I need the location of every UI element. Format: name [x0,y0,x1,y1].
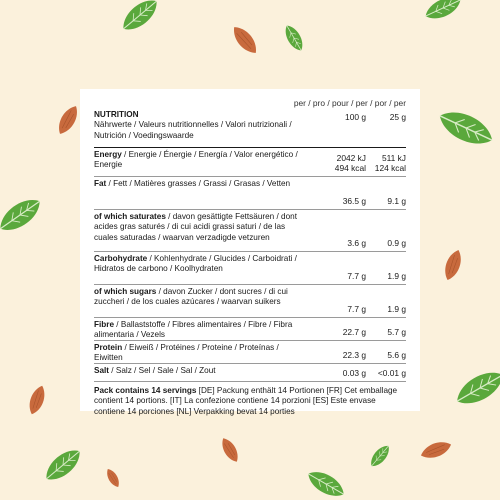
leaf-icon [422,0,464,24]
servings-bold: Pack contains 14 servings [94,386,197,395]
table-row [94,177,406,210]
value-25g: 9.1 g [387,196,406,206]
column-100g: 100 g [345,112,366,122]
nutrition-title: NUTRITION [94,110,139,119]
value-100g: 2042 kJ 494 kcal [334,153,366,173]
nutrient-translations: / Ballaststoffe / Fibres alimentaires / Fibre / Fibra alimentaria / Vezels [94,320,293,340]
value-25g: 5.6 g [387,350,406,360]
table-row [94,285,406,318]
value-100g: 22.3 g [342,350,366,360]
servings-note [94,382,406,417]
value-25g: 1.9 g [387,304,406,314]
leaf-icon [451,365,500,411]
value-100g: 0.03 g [342,368,366,378]
almond-icon [218,435,242,464]
nutrient-translations: / Eiweiß / Protéines / Proteine / Proteínas / Eiwitten [94,343,279,363]
per-header: per / pro / pour / per / por / per [293,98,406,108]
value-100g: 7.7 g [347,304,366,314]
nutrient-name: of which saturates [94,212,166,221]
leaf-icon [304,466,348,500]
nutrient-name: of which sugars [94,287,157,296]
value-100g: 3.6 g [347,238,366,248]
servings-text: [DE] Packung enthält 14 Portionen [FR] Cet emballage contient 14 portions. [IT] La confezione contiene 14 porzioni [ES] Este envase contiene 14 porciones [NL] Verpakking bevat 14 porties [94,386,398,416]
nutrient-translations: / davon gesättigte Fettsäuren / dont acides gras saturés / di cui acidi grassi saturi / de las cuales saturadas / waarvan verzadigde vetzuren [94,212,297,242]
nutrient-name: Carbohydrate [94,254,148,263]
nutrient-name: Salt [94,366,110,375]
almond-icon [26,384,48,417]
column-25g: 25 g [389,112,406,122]
table-row [94,364,406,382]
almond-icon [54,103,82,137]
nutrient-name: Fat [94,179,107,188]
nutrient-label [94,179,406,189]
value-25g: 5.7 g [387,327,406,337]
value-100g: 7.7 g [347,271,366,281]
value-25g: 0.9 g [387,238,406,248]
nutrient-name: Energy [94,150,122,159]
value-25g: 1.9 g [387,271,406,281]
leaf-icon [367,442,393,470]
nutrient-translations: / Kohlenhydrate / Glucides / Carboidrati / Hidratos de carbono / Koolhydraten [94,254,297,274]
almond-icon [229,23,261,58]
almond-icon [104,467,122,489]
nutrient-translations: / Salz / Sel / Sale / Sal / Zout [109,366,216,375]
leaf-icon [0,193,46,238]
leaf-icon [281,22,306,53]
leaf-icon [117,0,162,36]
table-row [94,210,406,252]
nutrition-header-row [94,110,406,148]
table-row [94,252,406,285]
nutrition-rows [94,148,406,382]
table-row [94,341,406,364]
almond-icon [441,248,465,283]
nutrition-panel [80,89,420,416]
nutrient-translations: / Energie / Énergie / Energía / Valor energético / Energie [94,150,298,170]
nutrient-translations: / Fett / Matières grasses / Grassi / Grasas / Vetten [106,179,291,188]
value-25g: <0.01 g [377,368,406,378]
table-row [94,148,406,177]
nutrient-name: Fibre [94,320,115,329]
leaf-icon [40,444,85,486]
nutrient-name: Protein [94,343,123,352]
leaf-icon [435,104,498,151]
value-100g: 36.5 g [342,196,366,206]
nutrient-translations: / davon Zucker / dont sucres / di cui zuccheri / de los cuales azúcares / waarvan suikers [94,287,288,307]
nutrition-subtitle: Nährwerte / Valeurs nutritionnelles / Valori nutrizionali / Nutrición / Voedingswaarde [94,120,292,140]
value-25g: 511 kJ 124 kcal [374,153,406,173]
table-row [94,318,406,341]
almond-icon [419,438,454,462]
value-100g: 22.7 g [342,327,366,337]
